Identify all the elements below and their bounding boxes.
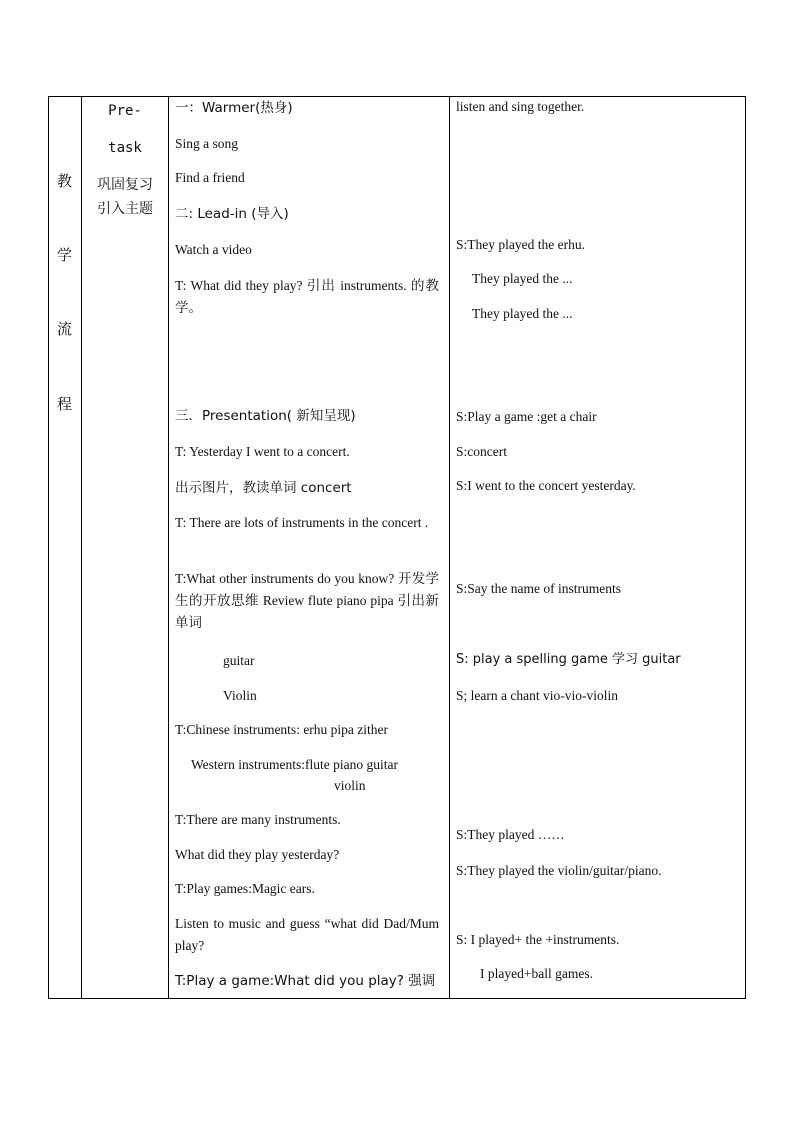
column-divider-3 <box>449 96 450 999</box>
table-right-border <box>745 96 746 999</box>
i-played-ball: I played+ball games. <box>480 966 593 981</box>
table-top-border <box>48 96 746 97</box>
column-divider-1 <box>81 96 82 999</box>
western-instruments: Western instruments:flute piano guitar <box>191 757 398 772</box>
magic-ears: T:Play games:Magic ears. <box>175 881 315 896</box>
leadin-heading: 二: Lead-in (导入) <box>175 206 289 222</box>
warmer-heading: 一：Warmer(热身) <box>175 100 293 116</box>
they-played: S:They played …… <box>456 827 565 842</box>
spelling-game: S: play a spelling game 学习 guitar <box>456 652 681 667</box>
word-violin: Violin <box>223 688 257 703</box>
stage-theme: 引入主题 <box>97 201 153 217</box>
say-name: S:Say the name of instruments <box>456 581 621 596</box>
get-chair: S:Play a game :get a chair <box>456 409 597 424</box>
listen-sing: listen and sing together. <box>456 99 585 114</box>
play-game-what: T:Play a game:What did you play? 强调 <box>175 973 436 989</box>
i-played-instruments: S: I played+ the +instruments. <box>456 932 620 947</box>
played-the-2: They played the ... <box>472 306 573 321</box>
learn-chant: S; learn a chant vio-vio-violin <box>456 688 618 703</box>
chinese-instruments: T:Chinese instruments: erhu pipa zither <box>175 722 389 737</box>
column-divider-2 <box>168 96 169 999</box>
table-left-border <box>48 96 49 999</box>
yesterday-concert: T: Yesterday I went to a concert. <box>175 444 350 459</box>
played-the-1: They played the ... <box>472 271 573 286</box>
stage-pre: Pre- <box>108 103 142 119</box>
student-concert: S:concert <box>456 444 507 459</box>
listen-music-guess: Listen to music and guess “what did Dad/Mum play? <box>175 916 439 953</box>
side-label-char-3: 流 <box>56 320 72 338</box>
show-picture: 出示图片，教读单词 concert <box>175 480 352 496</box>
played-erhu: S:They played the erhu. <box>456 237 585 252</box>
went-concert: S:I went to the concert yesterday. <box>456 478 636 493</box>
stage-review: 巩固复习 <box>97 177 153 193</box>
word-guitar: guitar <box>223 653 255 668</box>
many-instruments: T:There are many instruments. <box>175 812 341 827</box>
find-friend: Find a friend <box>175 170 245 185</box>
stage-task: task <box>108 140 142 156</box>
side-label-char-1: 教 <box>56 172 72 190</box>
watch-video: Watch a video <box>175 242 252 257</box>
side-label-char-2: 学 <box>56 246 72 264</box>
presentation-heading: 三．Presentation( 新知呈现) <box>175 408 356 424</box>
sing-song: Sing a song <box>175 136 239 151</box>
played-violin-guitar-piano: S:They played the violin/guitar/piano. <box>456 863 662 878</box>
western-instruments-violin: violin <box>334 778 366 793</box>
what-yesterday: What did they play yesterday? <box>175 847 340 862</box>
what-play-question: T: What did they play? 引出 instruments. 的教学。 <box>175 278 439 315</box>
side-label-char-4: 程 <box>56 395 72 413</box>
lots-instruments: T: There are lots of instruments in the concert . <box>175 515 429 530</box>
what-other-instruments: T:What other instruments do you know? 开发学生的开放思维 Review flute piano pipa 引出新单词 <box>175 571 439 630</box>
table-bottom-border <box>48 998 746 999</box>
